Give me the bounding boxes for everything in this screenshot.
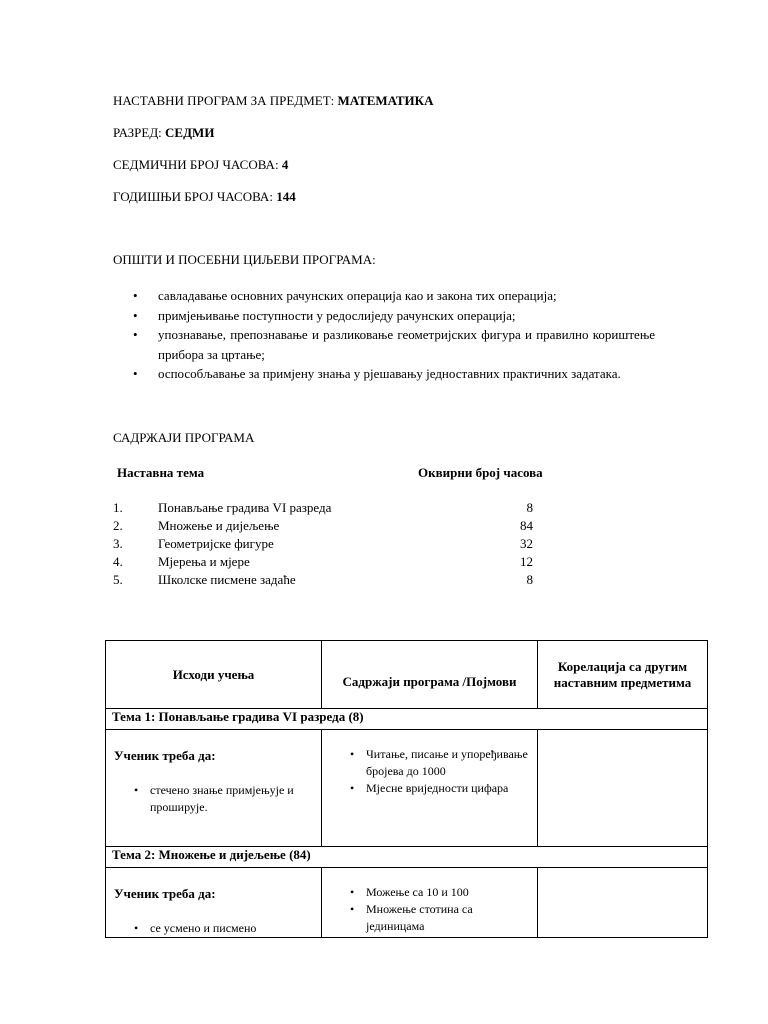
program-subject-label: НАСТАВНИ ПРОГРАМ ЗА ПРЕДМЕТ:: [113, 93, 338, 108]
grade-line: [113, 125, 214, 141]
header-correlation: Корелација са другим наставним предметима: [538, 641, 708, 709]
table-header-row: [106, 641, 708, 709]
bullet-icon: •: [133, 327, 138, 342]
list-item: • се усмено и писмено: [134, 921, 257, 935]
contents-cell: [322, 868, 538, 938]
bullet-icon: •: [350, 885, 355, 899]
program-subject-line: [113, 93, 434, 109]
contents-col-topic: Наставна тема: [117, 465, 205, 480]
weekly-hours-line: [113, 157, 288, 173]
goal-item: • упознавање, препознавање и разликовање геометријских фигура и правилно кориштење прибора за цртање;: [133, 327, 655, 362]
bullet-icon: •: [350, 781, 355, 795]
bullet-icon: •: [134, 921, 139, 935]
goal-item: • савладавање основних рачунских операција као и закона тих операција;: [133, 286, 655, 306]
student-must-label: Ученик треба да:: [114, 748, 216, 763]
contents-row: 4. Мјерења и мјере 12: [113, 554, 533, 569]
contents-col-hours: Оквирни број часова: [418, 465, 543, 480]
bullet-icon: •: [133, 366, 138, 381]
list-item: • Можење са 10 и 100: [350, 885, 469, 899]
list-item: • Множење стотина са јединицама: [350, 902, 473, 933]
weekly-hours-value: 4: [281, 157, 289, 172]
list-item: • Читање, писање и упоређивање бројева до 1000: [350, 747, 528, 778]
outcomes-cell: [106, 730, 322, 847]
header-outcomes: Исходи учења: [106, 641, 322, 709]
grade-value: СЕДМИ: [165, 125, 215, 140]
contents-cell-list: [330, 746, 529, 797]
outcomes-list: [114, 782, 313, 816]
contents-cell: [322, 730, 538, 847]
student-must-label: Ученик треба да:: [114, 886, 216, 901]
yearly-hours-value: 144: [276, 189, 296, 204]
topic-row: [106, 847, 708, 868]
bullet-icon: •: [134, 783, 139, 797]
outcomes-table: [105, 640, 708, 938]
goal-item: • примјењивање поступности у редослиједу рачунских операција;: [133, 306, 655, 326]
topic-title: Тема 1: Понављање градива VI разреда (8): [106, 709, 708, 730]
goals-title: ОПШТИ И ПОСЕБНИ ЦИЉЕВИ ПРОГРАМА:: [113, 252, 376, 267]
outcomes-list: [114, 920, 313, 937]
contents-row: 2. Множење и дијељење 84: [113, 518, 533, 533]
topic-title: Тема 2: Множење и дијељење (84): [106, 847, 708, 868]
contents-cell-list: [330, 884, 529, 935]
yearly-hours-line: [113, 189, 296, 205]
program-subject-value: МАТЕМАТИКА: [337, 93, 434, 108]
table-row: [106, 868, 708, 938]
contents-row: 3. Геометријске фигуре 32: [113, 536, 533, 551]
list-item: • Мјесне вриједности цифара: [350, 781, 509, 795]
goal-item: • оспособљавање за примјену знања у рјешавању једноставних практичних задатака.: [133, 364, 655, 384]
bullet-icon: •: [350, 902, 355, 916]
header-contents: Садржаји програма /Појмови: [322, 641, 538, 709]
correlation-cell: [538, 868, 708, 938]
goals-list: [133, 286, 655, 384]
contents-title: САДРЖАЈИ ПРОГРАМА: [113, 430, 255, 445]
bullet-icon: •: [133, 288, 138, 303]
contents-row: 1. Понављање градива VI разреда 8: [113, 500, 533, 515]
topic-row: [106, 709, 708, 730]
grade-label: РАЗРЕД:: [113, 125, 166, 140]
bullet-icon: •: [350, 747, 355, 761]
table-row: [106, 730, 708, 847]
list-item: • стечено знање примјењује и проширује.: [134, 783, 294, 814]
outcomes-cell: [106, 868, 322, 938]
contents-row: 5. Школске писмене задаће 8: [113, 572, 533, 587]
bullet-icon: •: [133, 307, 138, 323]
yearly-hours-label: ГОДИШЊИ БРОЈ ЧАСОВА:: [113, 189, 277, 204]
weekly-hours-label: СЕДМИЧНИ БРОЈ ЧАСОВА:: [113, 157, 282, 172]
correlation-cell: [538, 730, 708, 847]
